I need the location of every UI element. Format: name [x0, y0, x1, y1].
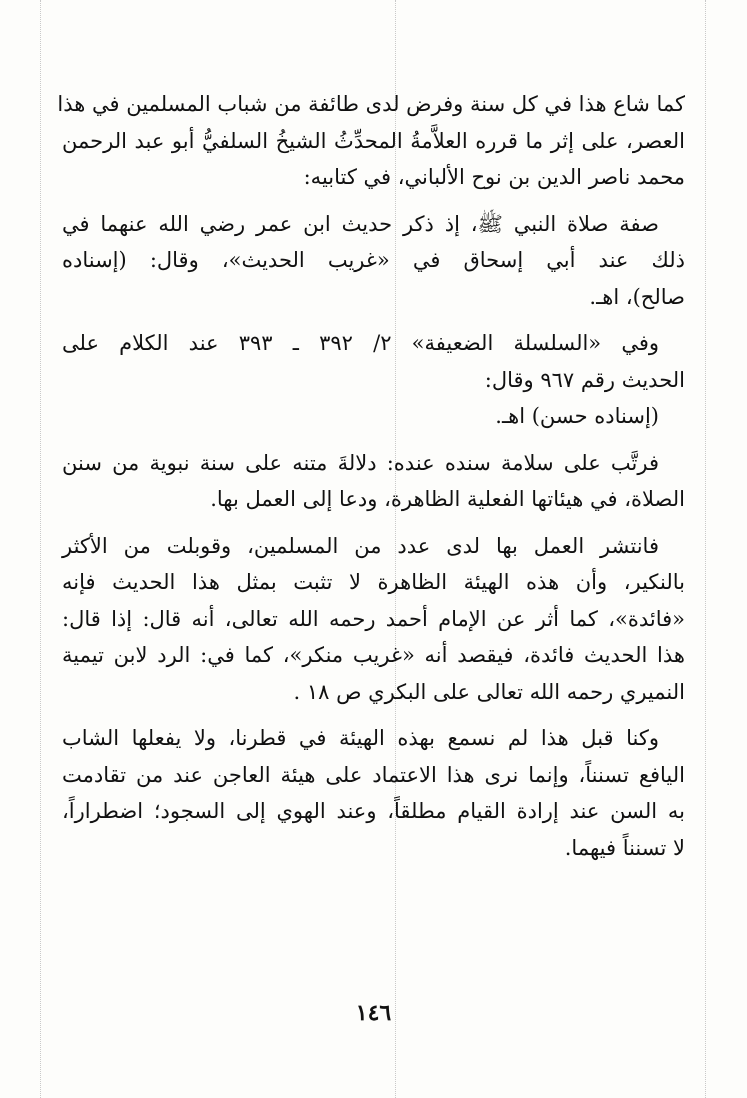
text-line: لا تسنناً فيهما. [564, 835, 685, 860]
page-number: ١٤٦ [355, 1000, 392, 1026]
text-line: صالح)، اهـ. [589, 284, 685, 309]
paragraph-5 [62, 528, 685, 711]
paragraph-2 [62, 206, 685, 316]
text-line: (إسناده حسن) اهـ. [495, 404, 659, 428]
body-text [57, 86, 685, 876]
paragraph-6 [62, 720, 685, 866]
text-line: الحديث رقم ٩٦٧ وقال: [484, 367, 685, 392]
text-line: اليافع تسنناً، وإنما نرى هذا الاعتماد على هيئة العاجن عند من تقادمت [62, 762, 685, 787]
text-line: بالنكير، وأن هذه الهيئة الظاهرة لا تثبت بمثل هذا الحديث فإنه [62, 570, 685, 594]
text-line: صفة صلاة النبي ﷺ، إذ ذكر حديث ابن عمر رضي الله عنهما في [62, 211, 659, 236]
paragraph-3 [62, 325, 685, 435]
text-line: به السن عند إرادة القيام مطلقاً، وعند الهوي إلى السجود؛ اضطراراً، [62, 799, 685, 823]
text-line: محمد ناصر الدين بن نوح الألباني، في كتابيه: [303, 165, 685, 189]
paragraph-1 [57, 86, 685, 196]
text-line: الصلاة، في هيئاتها الفعلية الظاهرة، ودعا إلى العمل بها. [210, 487, 685, 511]
text-line: ذلك عند أبي إسحاق في «غريب الحديث»، وقال: (إسناده [62, 248, 685, 272]
paragraph-4 [62, 445, 685, 518]
scan-guide-line [40, 0, 41, 1098]
text-line: هذا الحديث فائدة، فيقصد أنه «غريب منكر»، كما في: الرد لابن تيمية [62, 643, 685, 667]
text-line: فانتشر العمل بها لدى عدد من المسلمين، وقوبلت من الأكثر [62, 533, 659, 558]
text-line: العصر، على إثر ما قرره العلاَّمةُ المحدِّثُ الشيخُ السلفيُّ أبو عبد الرحمن [62, 128, 685, 153]
text-line: وكنا قبل هذا لم نسمع بهذه الهيئة في قطرنا، ولا يفعلها الشاب [62, 726, 659, 750]
scan-guide-line [705, 0, 706, 1098]
text-line: فرتَّب على سلامة سنده عنده: دلالةَ متنه على سنة نبوية من سنن [62, 450, 659, 475]
text-line: النميري رحمه الله تعالى على البكري ص ١٨ . [293, 679, 685, 704]
text-line: «فائدة»، كما أثر عن الإمام أحمد رحمه الله تعالى، أنه قال: إذا قال: [62, 606, 685, 631]
text-line: وفي «السلسلة الضعيفة» ٢/ ٣٩٢ ـ ٣٩٣ عند الكلام على [62, 331, 660, 355]
text-line: كما شاع هذا في كل سنة وفرض لدى طائفة من شباب المسلمين في هذا [57, 92, 685, 116]
